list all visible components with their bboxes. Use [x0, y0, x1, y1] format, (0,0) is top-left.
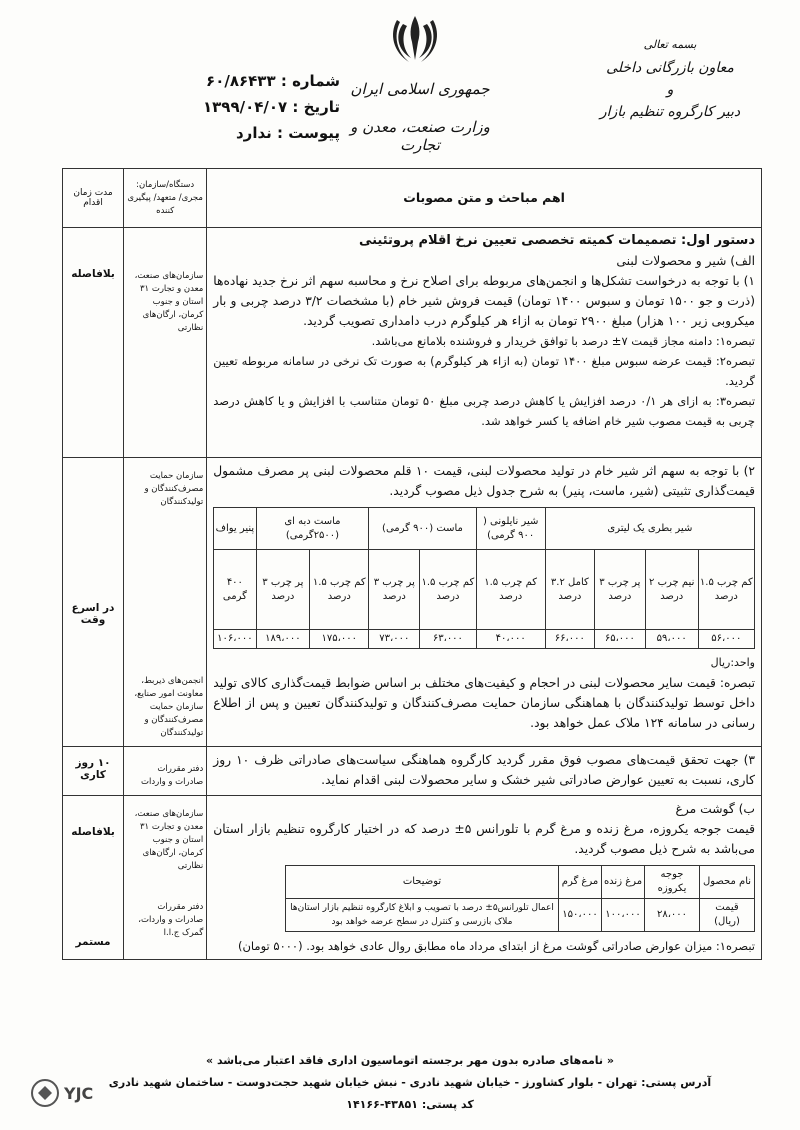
iran-emblem-icon [385, 10, 445, 70]
note-3: تبصره۳: به ازای هر ۰/۱ درصد افزایش یا کاهش درصد چربی مبلغ ۵۰ تومان متناسب با افزایش و یا کاهش درصد چربی به قیمت مصوب شیر خام اضافه یا کسر خواهد شد. [213, 394, 756, 428]
header-content: اهم مباحث و متن مصوبات [207, 169, 762, 228]
col-warm: مرغ گرم [559, 866, 602, 899]
table-header-row [63, 169, 762, 228]
type-cell: نیم چرب ۲ درصد [645, 550, 698, 630]
header-org: دستگاه/سازمان: مجری/ متعهد/ پیگیری کننده [124, 169, 207, 228]
section-4-subtitle: ب) گوشت مرغ [675, 802, 755, 816]
org-text: دفتر مقررات صادرات و واردات [140, 764, 204, 787]
dairy-group-row [214, 508, 755, 550]
col-desc: توضیحات [286, 866, 559, 899]
table-row [63, 796, 762, 960]
price-cell: ۶۶،۰۰۰ [545, 630, 594, 649]
price-cell: ۱۰۰،۰۰۰ [602, 899, 645, 932]
country-name: جمهوری اسلامی ایران [350, 80, 490, 98]
secretary-title: دبیر کارگروه تنظیم بازار [599, 104, 741, 120]
time-text: بلافاصله [71, 268, 115, 280]
price-cell: ۱۵۰،۰۰۰ [559, 899, 602, 932]
section-4-note: تبصره۱: میزان عوارض صادراتی گوشت مرغ از ابتدای مرداد ماه مطابق روال عادی خواهد بود. (۵۰۰۰ تومان) [237, 939, 755, 953]
row-label: قیمت (ریال) [700, 899, 755, 932]
price-cell: ۱۰۶،۰۰۰ [214, 630, 256, 649]
group-uf-cheese: پنیر یواف [214, 508, 256, 550]
price-cell: ۴۰،۰۰۰ [476, 630, 545, 649]
table-row [63, 228, 762, 458]
section-2-org [124, 458, 207, 747]
price-cell: ۶۳،۰۰۰ [420, 630, 476, 649]
watermark-text: YJC [64, 1084, 94, 1103]
price-cell: ۲۸،۰۰۰ [645, 899, 700, 932]
note-1: تبصره۱: دامنه مجاز قیمت ۷± درصد با توافق خریدار و فروشنده بلامانع می‌باشد. [371, 334, 755, 348]
price-cell: ۱۸۹،۰۰۰ [256, 630, 310, 649]
type-cell: پر چرب ۳ درصد [256, 550, 310, 630]
org-text: سازمان‌های صنعت، معدن و تجارت ۳۱ استان و جنوب کرمان، ارگان‌های نظارتی [134, 809, 204, 871]
section-1-subtitle: الف) شیر و محصولات لبنی [616, 254, 755, 268]
section-3-paragraph: ۳) جهت تحقق قیمت‌های مصوب فوق مقرر گردید کارگروه هماهنگی سیاست‌های صادراتی ظرف ۱۰ روز کاری، نسبت به تعیین عوارض صادراتی شیر خشک و سایر محصولات لبنی اقدام نماید. [213, 753, 755, 787]
desc-cell: اعمال تلورانس۵± درصد با تصویب و ابلاغ کارگروه تنظیم بازار استان‌ها ملاک بازرسی و کنترل در سطح عرضه خواهد بود [286, 899, 559, 932]
table-row [63, 747, 762, 796]
price-cell: ۶۵،۰۰۰ [594, 630, 645, 649]
section-3-content [207, 747, 762, 796]
price-cell: ۱۷۵،۰۰۰ [310, 630, 369, 649]
type-cell: کم چرب ۱.۵ درصد [310, 550, 369, 630]
validity-notice: « نامه‌های صادره بدون مهر برجسته اتوماسیون اداری فاقد اعتبار می‌باشد » [206, 1054, 614, 1067]
unit-label: واحد:ریال [710, 656, 755, 669]
section-4-content [207, 796, 762, 960]
dairy-type-row [214, 550, 755, 630]
price-cell: ۵۹،۰۰۰ [645, 630, 698, 649]
col-live: مرغ زنده [602, 866, 645, 899]
section-1-title: دستور اول: تصمیمات کمیته تخصصی تعیین نرخ اقلام پروتئینی [358, 233, 755, 248]
time-text-2: مستمر [75, 936, 111, 948]
section-1-content [207, 228, 762, 458]
section-4-org [124, 796, 207, 960]
table-row [63, 458, 762, 747]
yjc-watermark-logo [30, 1072, 100, 1112]
letter-meta [80, 68, 340, 146]
type-cell: ۴۰۰ گرمی [214, 550, 256, 630]
col-chick: جوجه یکروزه [645, 866, 700, 899]
price-cell: ۷۳،۰۰۰ [369, 630, 420, 649]
letter-number: شماره : ۶۰/۸۶۴۳۳ [206, 72, 340, 90]
section-1-org [124, 228, 207, 458]
section-3-org [124, 747, 207, 796]
org-text: سازمان حمایت مصرف‌کنندگان و تولیدکنندگان [144, 471, 204, 507]
dairy-price-row [214, 630, 755, 649]
ministry-name [330, 80, 510, 154]
org-text: سازمان‌های صنعت، معدن و تجارت ۳۱ استان و جنوب کرمان، ارگان‌های نظارتی [134, 271, 204, 333]
section-2-content [207, 458, 762, 747]
type-cell: کامل ۳.۲ درصد [545, 550, 594, 630]
note-2: تبصره۲: قیمت عرضه سبوس مبلغ ۱۴۰۰ تومان (به ازاء هر کیلوگرم) به صورت تک نرخی در سامانه مربوطه تعیین گردید. [213, 354, 755, 388]
postal-address: آدرس پستی: تهران - بلوار کشاورز - خیابان شهید نادری - نبش خیابان شهید حجت‌دوست - ساختمان شهید نادری [108, 1076, 712, 1089]
section-1-time [63, 228, 124, 458]
note-org-text: انجمن‌های ذیربط، معاونت امور صنایع، سازمان حمایت مصرف‌کنندگان و تولیدکنندگان [134, 676, 204, 738]
type-cell: کم چرب ۱.۵ درصد [420, 550, 476, 630]
section-2-note: تبصره: قیمت سایر محصولات لبنی در احجام و کیفیت‌های مختلف بر اساس ضوابط قیمت‌گذاری کالای تولید داخل توسط تولیدکنندگان با هماهنگی سازمان حمایت مصرف‌کنندگان و تولیدکنندگان تعیین و پس از اطلاع رسانی در سامانه ۱۲۴ ملاک عمل خواهد بود. [213, 676, 755, 730]
and-word: و [666, 82, 674, 98]
type-cell: کم چرب ۱.۵ درصد [698, 550, 754, 630]
section-2-time [63, 458, 124, 747]
signatory-block [580, 38, 760, 126]
type-cell: کم چرب ۱.۵ درصد [476, 550, 545, 630]
group-yogurt: ماست (۹۰۰ گرمی) [369, 508, 476, 550]
header-time: مدت زمان اقدام [63, 169, 124, 228]
group-yogurt-bucket: ماست دبه ای (۲۵۰۰گرمی) [256, 508, 369, 550]
type-cell: پر چرب ۳ درصد [369, 550, 420, 630]
decisions-table [62, 168, 762, 960]
section-1-paragraph: ۱) با توجه به درخواست تشکل‌ها و انجمن‌های مربوطه برای اصلاح نرخ و محاسبه سهم اثر نرخ جدید نهاده‌ها (ذرت و جو ۱۵۰۰ تومان و سبوس ۱۴۰۰ تومان) قیمت فروش شیر خام (با مشخصات ۳/۲ درصد چربی و بار میکروبی زیر ۱۰۰ هزار) مبلغ ۲۹۰۰ تومان به ازاء هر کیلوگرم درب دامداری تصویب گردید. [213, 274, 755, 328]
basmala: بسمه تعالی [643, 38, 697, 51]
ministry-title: وزارت صنعت، معدن و تجارت [350, 118, 490, 154]
group-bottle-milk: شیر بطری یک لیتری [545, 508, 754, 550]
col-product: نام محصول [700, 866, 755, 899]
chicken-price-table [285, 865, 755, 932]
letter-date: تاریخ : ۱۳۹۹/۰۴/۰۷ [203, 98, 340, 116]
section-2-paragraph: ۲) با توجه به سهم اثر شیر خام در تولید محصولات لبنی، قیمت ۱۰ قلم محصولات لبنی پر مصرف مشمول قیمت‌گذاری تثبیتی (شیر، ماست، پنیر) به شرح جدول ذیل مصوب گردید. [213, 464, 756, 498]
chicken-header-row [286, 866, 755, 899]
letter-footer [60, 1050, 760, 1116]
chicken-price-row [286, 899, 755, 932]
type-cell: پر چرب ۳ درصد [594, 550, 645, 630]
dairy-price-table [213, 507, 755, 649]
time-text: بلافاصله [71, 826, 115, 838]
section-3-time [63, 747, 124, 796]
group-bag-milk: شیر نایلونی ( ۹۰۰ گرمی) [476, 508, 545, 550]
postal-code: کد پستی: ۴۳۸۵۱-۱۴۱۶۶ [346, 1098, 474, 1111]
section-4-paragraph: قیمت جوجه یکروزه، مرغ زنده و مرغ گرم با تلورانس ۵± درصد که در اختیار کارگروه تنظیم بازار استان می‌باشد به شرح ذیل مصوب گردید. [213, 822, 755, 856]
watermark-icon [30, 1078, 60, 1108]
deputy-title: معاون بازرگانی داخلی [606, 60, 734, 76]
time-text: ۱۰ روز کاری [75, 757, 111, 781]
time-text: در اسرع وقت [71, 602, 115, 626]
price-cell: ۵۶،۰۰۰ [698, 630, 754, 649]
org-text-2: دفتر مقررات صادرات و واردات، گمرک ج.ا.ا [138, 902, 204, 938]
section-4-time [63, 796, 124, 960]
letter-attachment: پیوست : ندارد [235, 124, 340, 142]
